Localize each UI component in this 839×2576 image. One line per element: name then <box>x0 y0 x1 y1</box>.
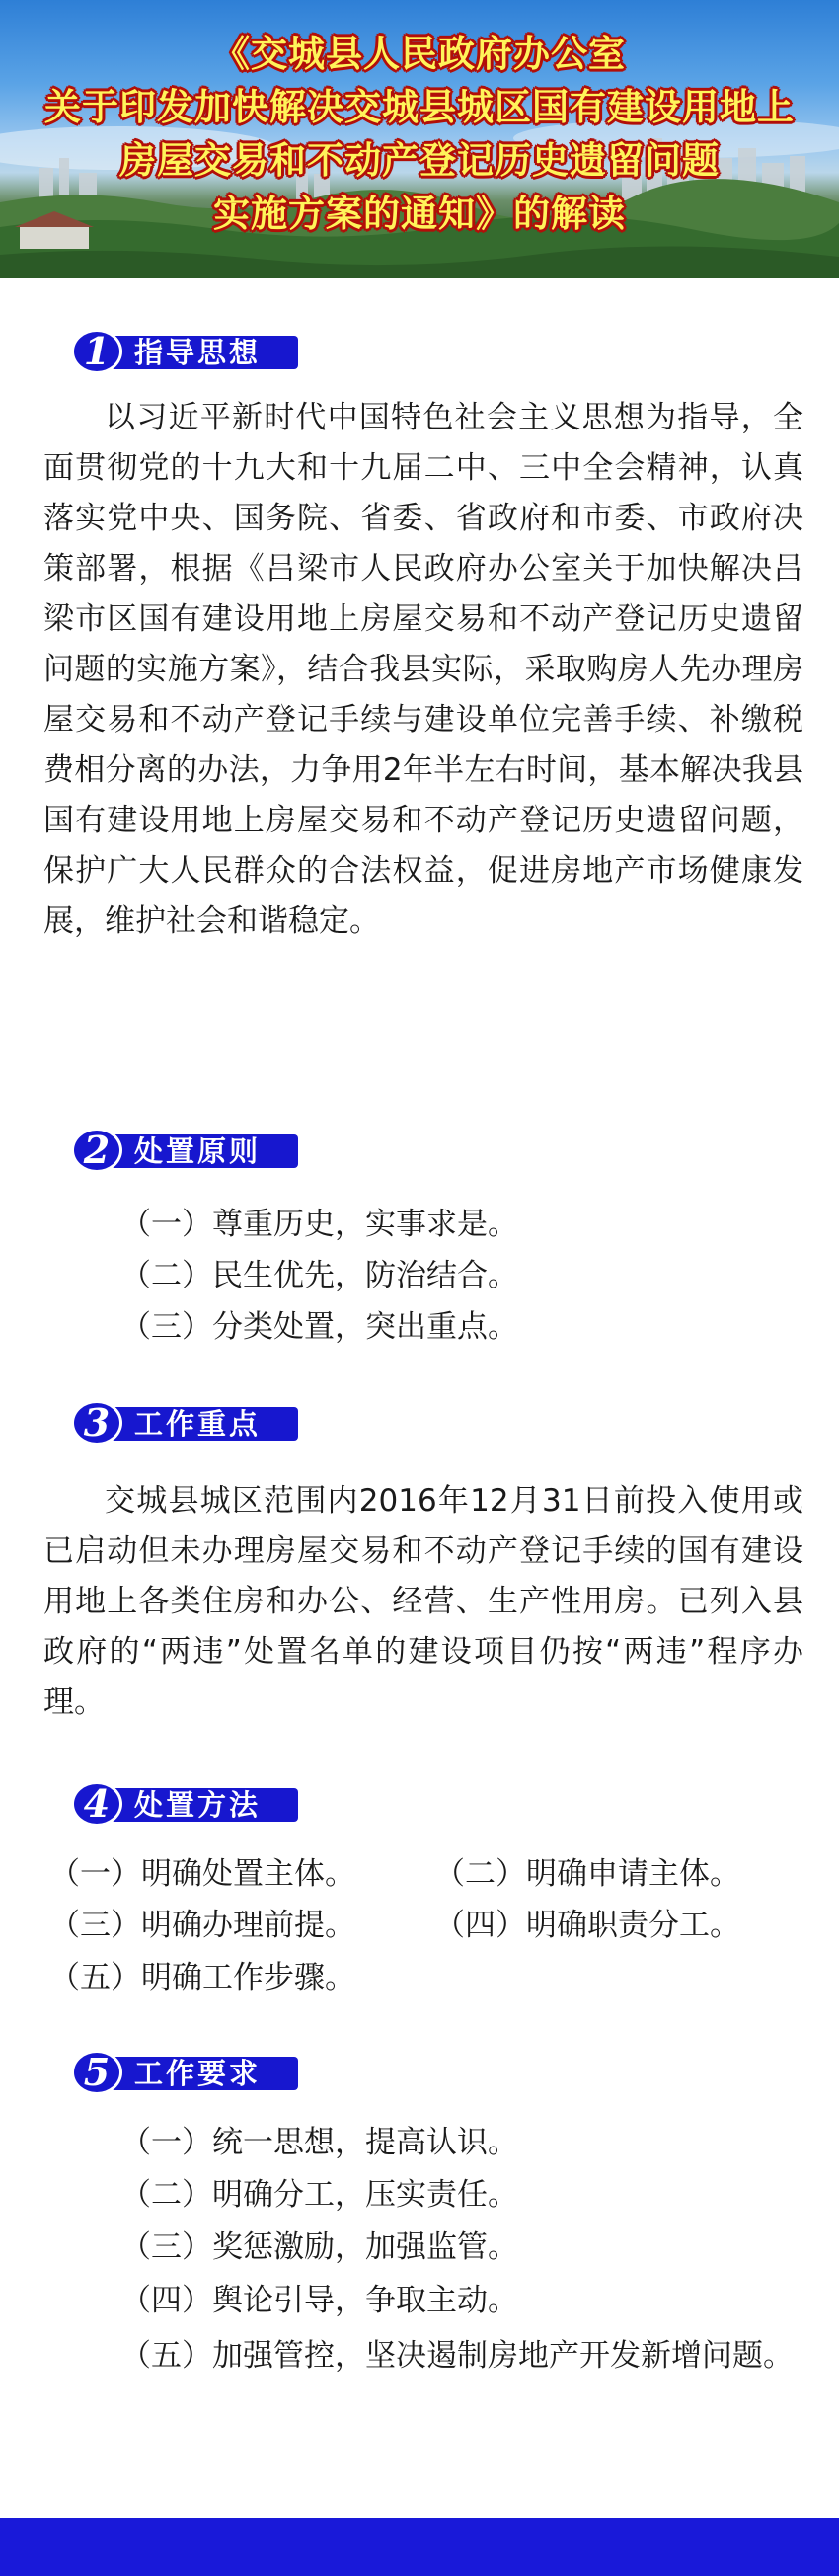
section-title: 处置方法 <box>134 1788 262 1822</box>
section-3-paragraph: 交城县城区范围内2016年12月31日前投入使用或已启动但未办理房屋交易和不动产登记手续的国有建设用地上各类住房和办公、经营、生产性用房。已列入县政府的“两违”处置名单的建设项目仍按“两违”程序办理。 <box>43 1483 803 1720</box>
requirement-item-4: （四）舆论引导，争取主动。 <box>120 2283 518 2318</box>
section-number-badge: 5 <box>71 2050 122 2095</box>
principle-item-2: （二）民生优先，防治结合。 <box>120 1258 518 1293</box>
method-item-4: （四）明确职责分工。 <box>434 1908 740 1943</box>
section-number-badge: 2 <box>71 1128 122 1173</box>
principle-item-1: （一）尊重历史，实事求是。 <box>120 1207 518 1242</box>
method-item-5: （五）明确工作步骤。 <box>49 1960 355 1995</box>
banner-title <box>0 28 839 241</box>
section-number-badge: 4 <box>71 1781 122 1827</box>
section-4-heading <box>71 1781 300 1827</box>
section-3-heading <box>71 1400 300 1445</box>
requirement-item-1: （一）统一思想，提高认识。 <box>120 2125 518 2160</box>
requirement-item-3: （三）奖惩激励，加强监管。 <box>120 2229 518 2265</box>
header-banner <box>0 0 839 278</box>
section-title: 工作要求 <box>134 2057 262 2090</box>
section-number-badge: 3 <box>71 1400 122 1445</box>
section-2-heading <box>71 1128 300 1173</box>
method-item-2: （二）明确申请主体。 <box>434 1856 740 1892</box>
banner-title-line-4: 实施方案的通知》的解读 <box>213 193 626 235</box>
requirement-item-5: （五）加强管控，坚决遏制房地产开发新增问题。 <box>120 2338 794 2374</box>
section-title: 指导思想 <box>134 336 262 369</box>
banner-title-line-2: 关于印发加快解决交城县城区国有建设用地上 <box>44 86 795 128</box>
section-title: 处置原则 <box>134 1134 262 1168</box>
section-title: 工作重点 <box>134 1407 262 1441</box>
banner-title-line-1: 《交城县人民政府办公室 <box>213 33 626 75</box>
footer-bar <box>0 2518 839 2576</box>
section-5-heading <box>71 2050 300 2095</box>
method-item-3: （三）明确办理前提。 <box>49 1908 355 1943</box>
section-1-paragraph: 以习近平新时代中国特色社会主义思想为指导，全面贯彻党的十九大和十九届二中、三中全会精神，认真落实党中央、国务院、省委、省政府和市委、市政府决策部署，根据《吕梁市人民政府办公室关于加快解决吕梁市区国有建设用地上房屋交易和不动产登记历史遗留问题的实施方案》，结合我县实际，采取购房人先办理房屋交易和不动产登记手续与建设单位完善手续、补缴税费相分离的办法，力争用2年半左右时间，基本解决我县国有建设用地上房屋交易和不动产登记历史遗留问题，保护广大人民群众的合法权益，促进房地产市场健康发展，维护社会和谐稳定。 <box>43 400 803 939</box>
section-1-heading <box>71 329 300 374</box>
principle-item-3: （三）分类处置，突出重点。 <box>120 1309 518 1345</box>
banner-title-line-3: 房屋交易和不动产登记历史遗留问题 <box>119 139 720 182</box>
method-item-1: （一）明确处置主体。 <box>49 1856 355 1892</box>
requirement-item-2: （二）明确分工，压实责任。 <box>120 2177 518 2213</box>
section-number-badge: 1 <box>71 329 122 374</box>
